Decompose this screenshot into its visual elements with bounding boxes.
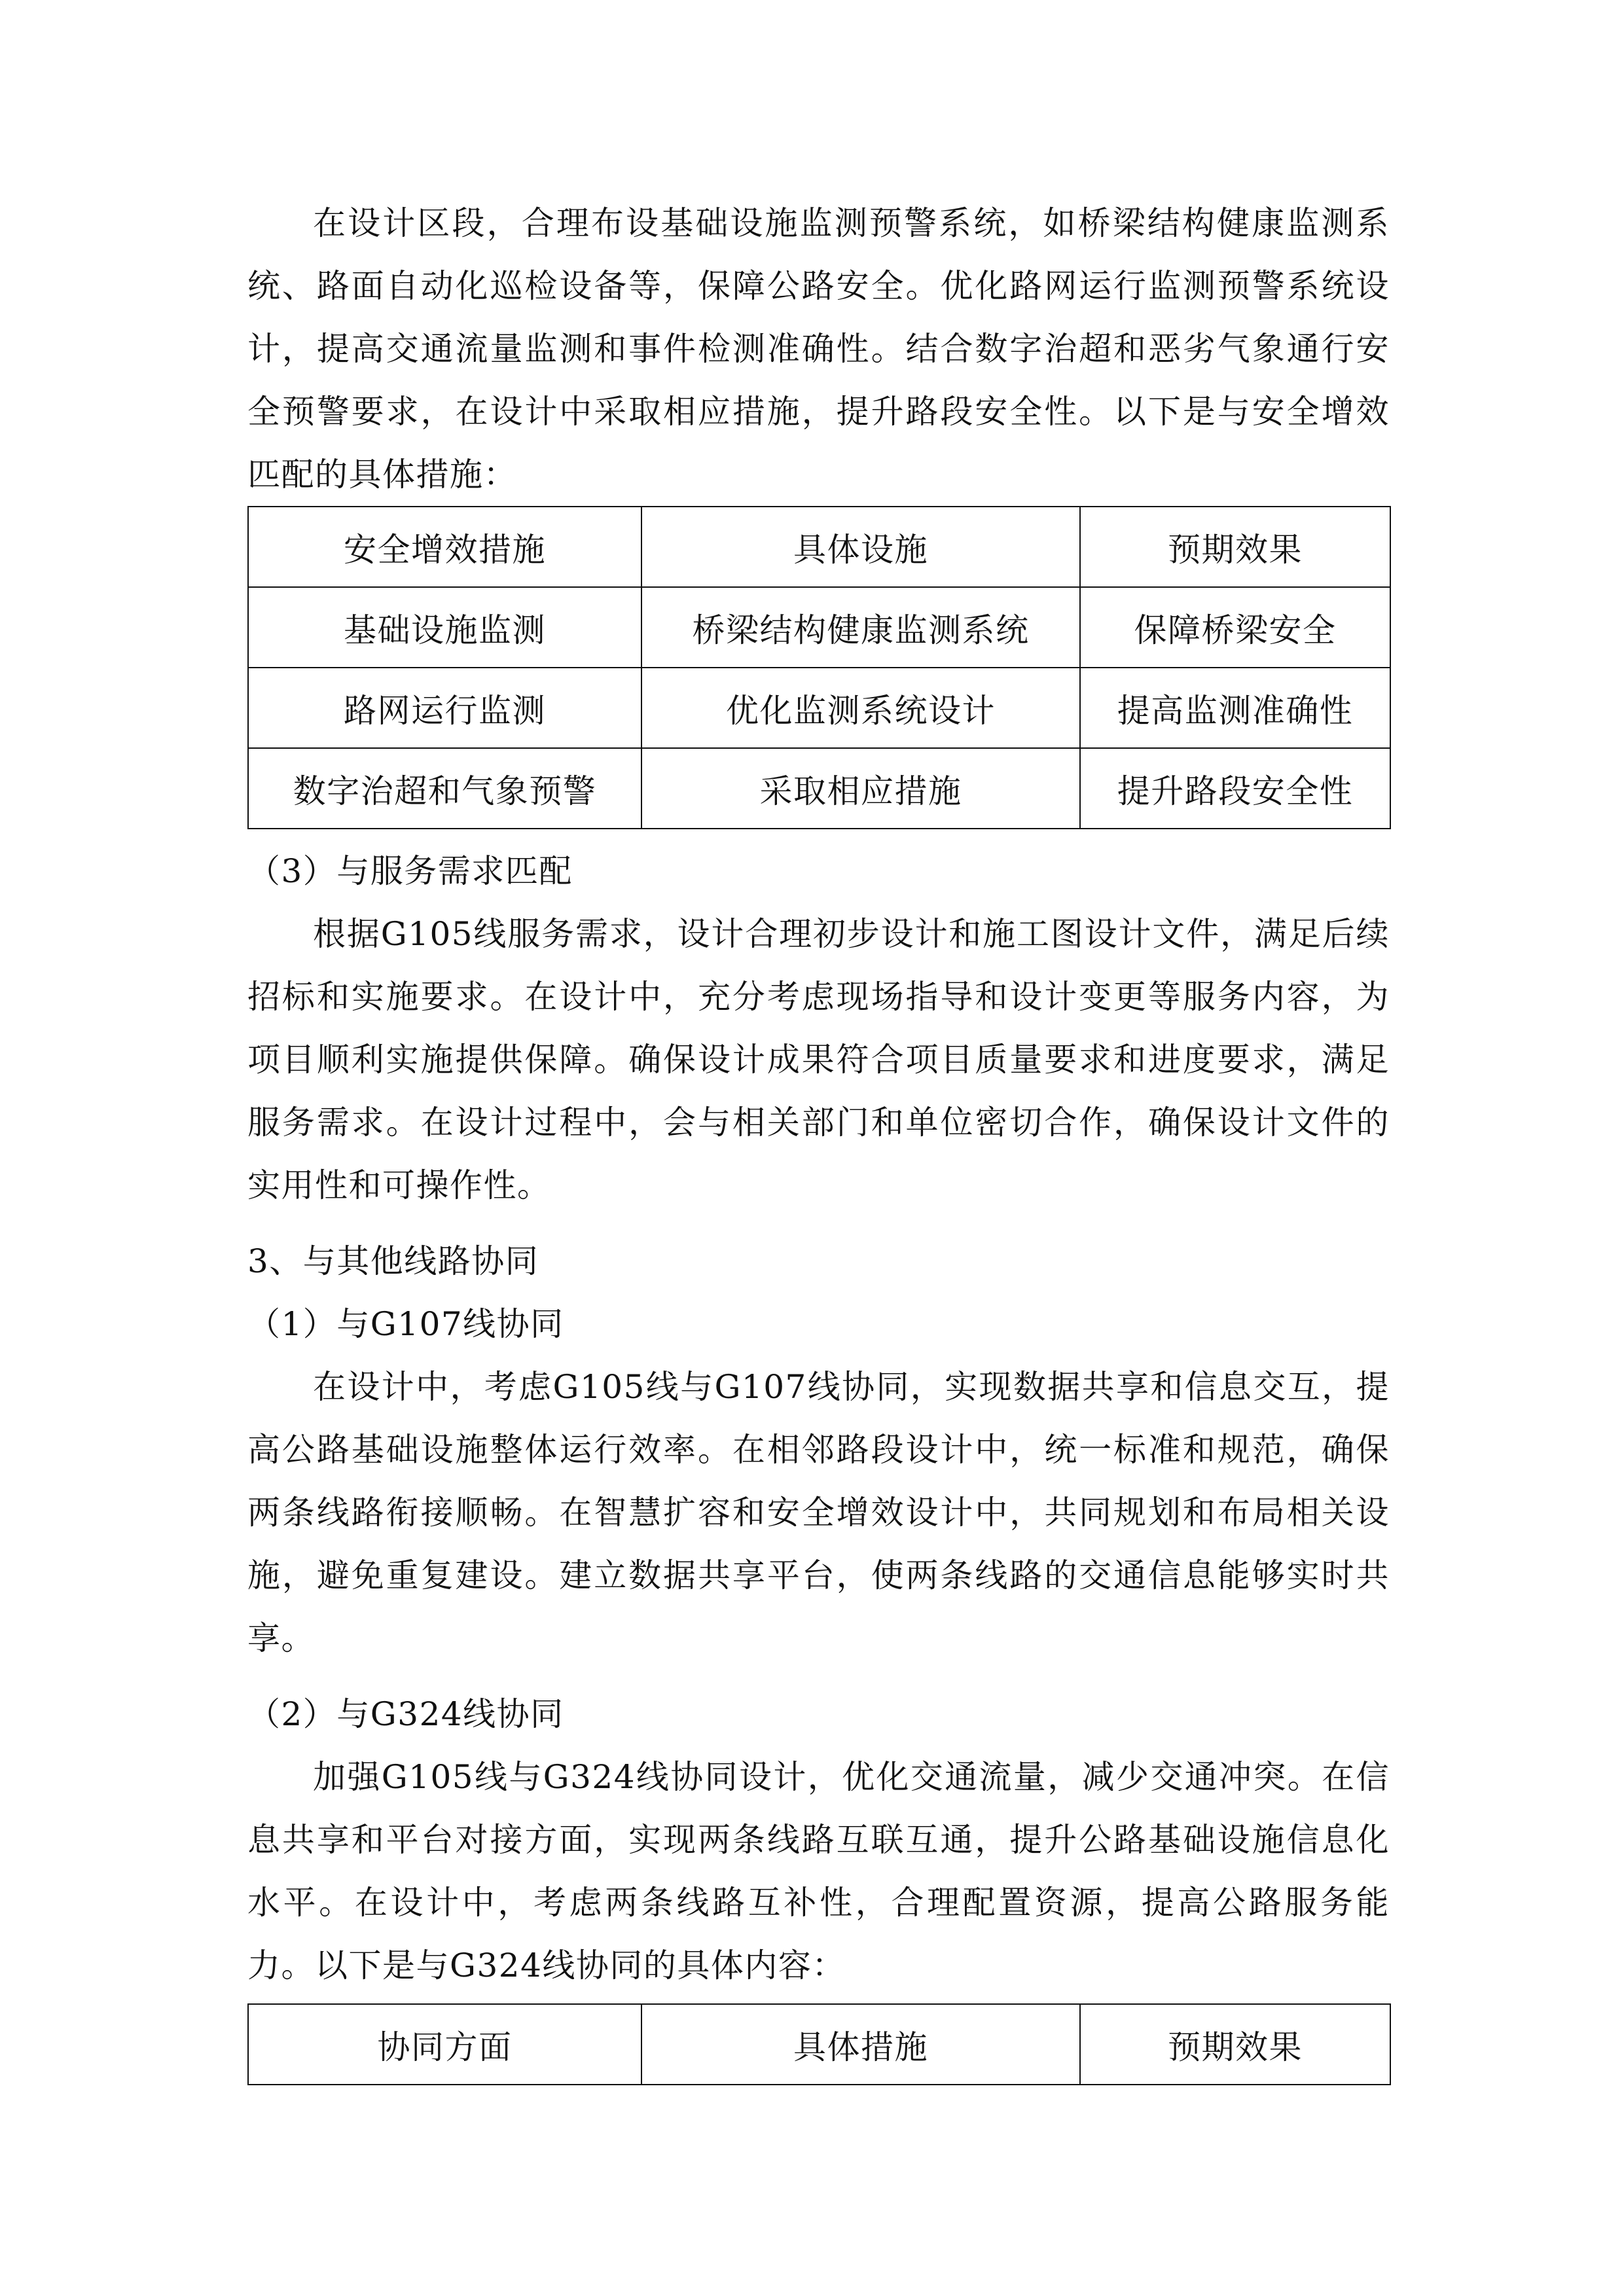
subsection-2-heading: （2）与G324线协同	[247, 1695, 564, 1733]
page-content	[247, 192, 1390, 2085]
table-row	[248, 587, 1390, 668]
spacer	[247, 1670, 1390, 1683]
subsection-1-paragraph: 在设计中，考虑G105线与G107线协同，实现数据共享和信息交互，提高公路基础设施整体运行效率。在相邻路段设计中，统一标准和规范，确保两条线路衔接顺畅。在智慧扩容和安全增效设计中，共同规划和布局相关设施，避免重复建设。建立数据共享平台，使两条线路的交通信息能够实时共享。	[247, 1368, 1390, 1657]
intro-paragraph: 在设计区段，合理布设基础设施监测预警系统，如桥梁结构健康监测系统、路面自动化巡检设备等，保障公路安全。优化路网运行监测预警系统设计，提高交通流量监测和事件检测准确性。结合数字治超和恶劣气象通行安全预警要求，在设计中采取相应措施，提升路段安全性。以下是与安全增效匹配的具体措施：	[247, 204, 1390, 493]
table-header-cell: 协同方面	[248, 2004, 641, 2085]
g324-coordination-table	[247, 2003, 1391, 2085]
table-header-row	[248, 507, 1390, 587]
table-cell: 提升路段安全性	[1080, 748, 1390, 829]
safety-measures-table	[247, 506, 1391, 829]
table-header-cell: 具体措施	[641, 2004, 1080, 2085]
table-header-cell: 具体设施	[641, 507, 1080, 587]
table-cell: 基础设施监测	[248, 587, 641, 668]
spacer	[247, 1217, 1390, 1230]
section-3-paragraph: 根据G105线服务需求，设计合理初步设计和施工图设计文件，满足后续招标和实施要求。在设计中，充分考虑现场指导和设计变更等服务内容，为项目顺利实施提供保障。确保设计成果符合项目质量要求和进度要求，满足服务需求。在设计过程中，会与相关部门和单位密切合作，确保设计文件的实用性和可操作性。	[247, 915, 1390, 1204]
table-header-row	[248, 2004, 1390, 2085]
table-cell: 保障桥梁安全	[1080, 587, 1390, 668]
part-3-heading: 3、与其他线路协同	[247, 1242, 539, 1280]
table-cell: 路网运行监测	[248, 668, 641, 748]
table-row	[248, 668, 1390, 748]
subsection-1-heading: （1）与G107线协同	[247, 1305, 564, 1343]
table-cell: 采取相应措施	[641, 748, 1080, 829]
table-row	[248, 748, 1390, 829]
table-cell: 桥梁结构健康监测系统	[641, 587, 1080, 668]
table-cell: 数字治超和气象预警	[248, 748, 641, 829]
table-header-cell: 安全增效措施	[248, 507, 641, 587]
table-header-cell: 预期效果	[1080, 2004, 1390, 2085]
table-header-cell: 预期效果	[1080, 507, 1390, 587]
table-cell: 优化监测系统设计	[641, 668, 1080, 748]
subsection-2-paragraph: 加强G105线与G324线协同设计，优化交通流量，减少交通冲突。在信息共享和平台对接方面，实现两条线路互联互通，提升公路基础设施信息化水平。在设计中，考虑两条线路互补性，合理配置资源，提高公路服务能力。以下是与G324线协同的具体内容：	[247, 1758, 1390, 1984]
section-3-heading: （3）与服务需求匹配	[247, 852, 573, 890]
table-cell: 提高监测准确性	[1080, 668, 1390, 748]
